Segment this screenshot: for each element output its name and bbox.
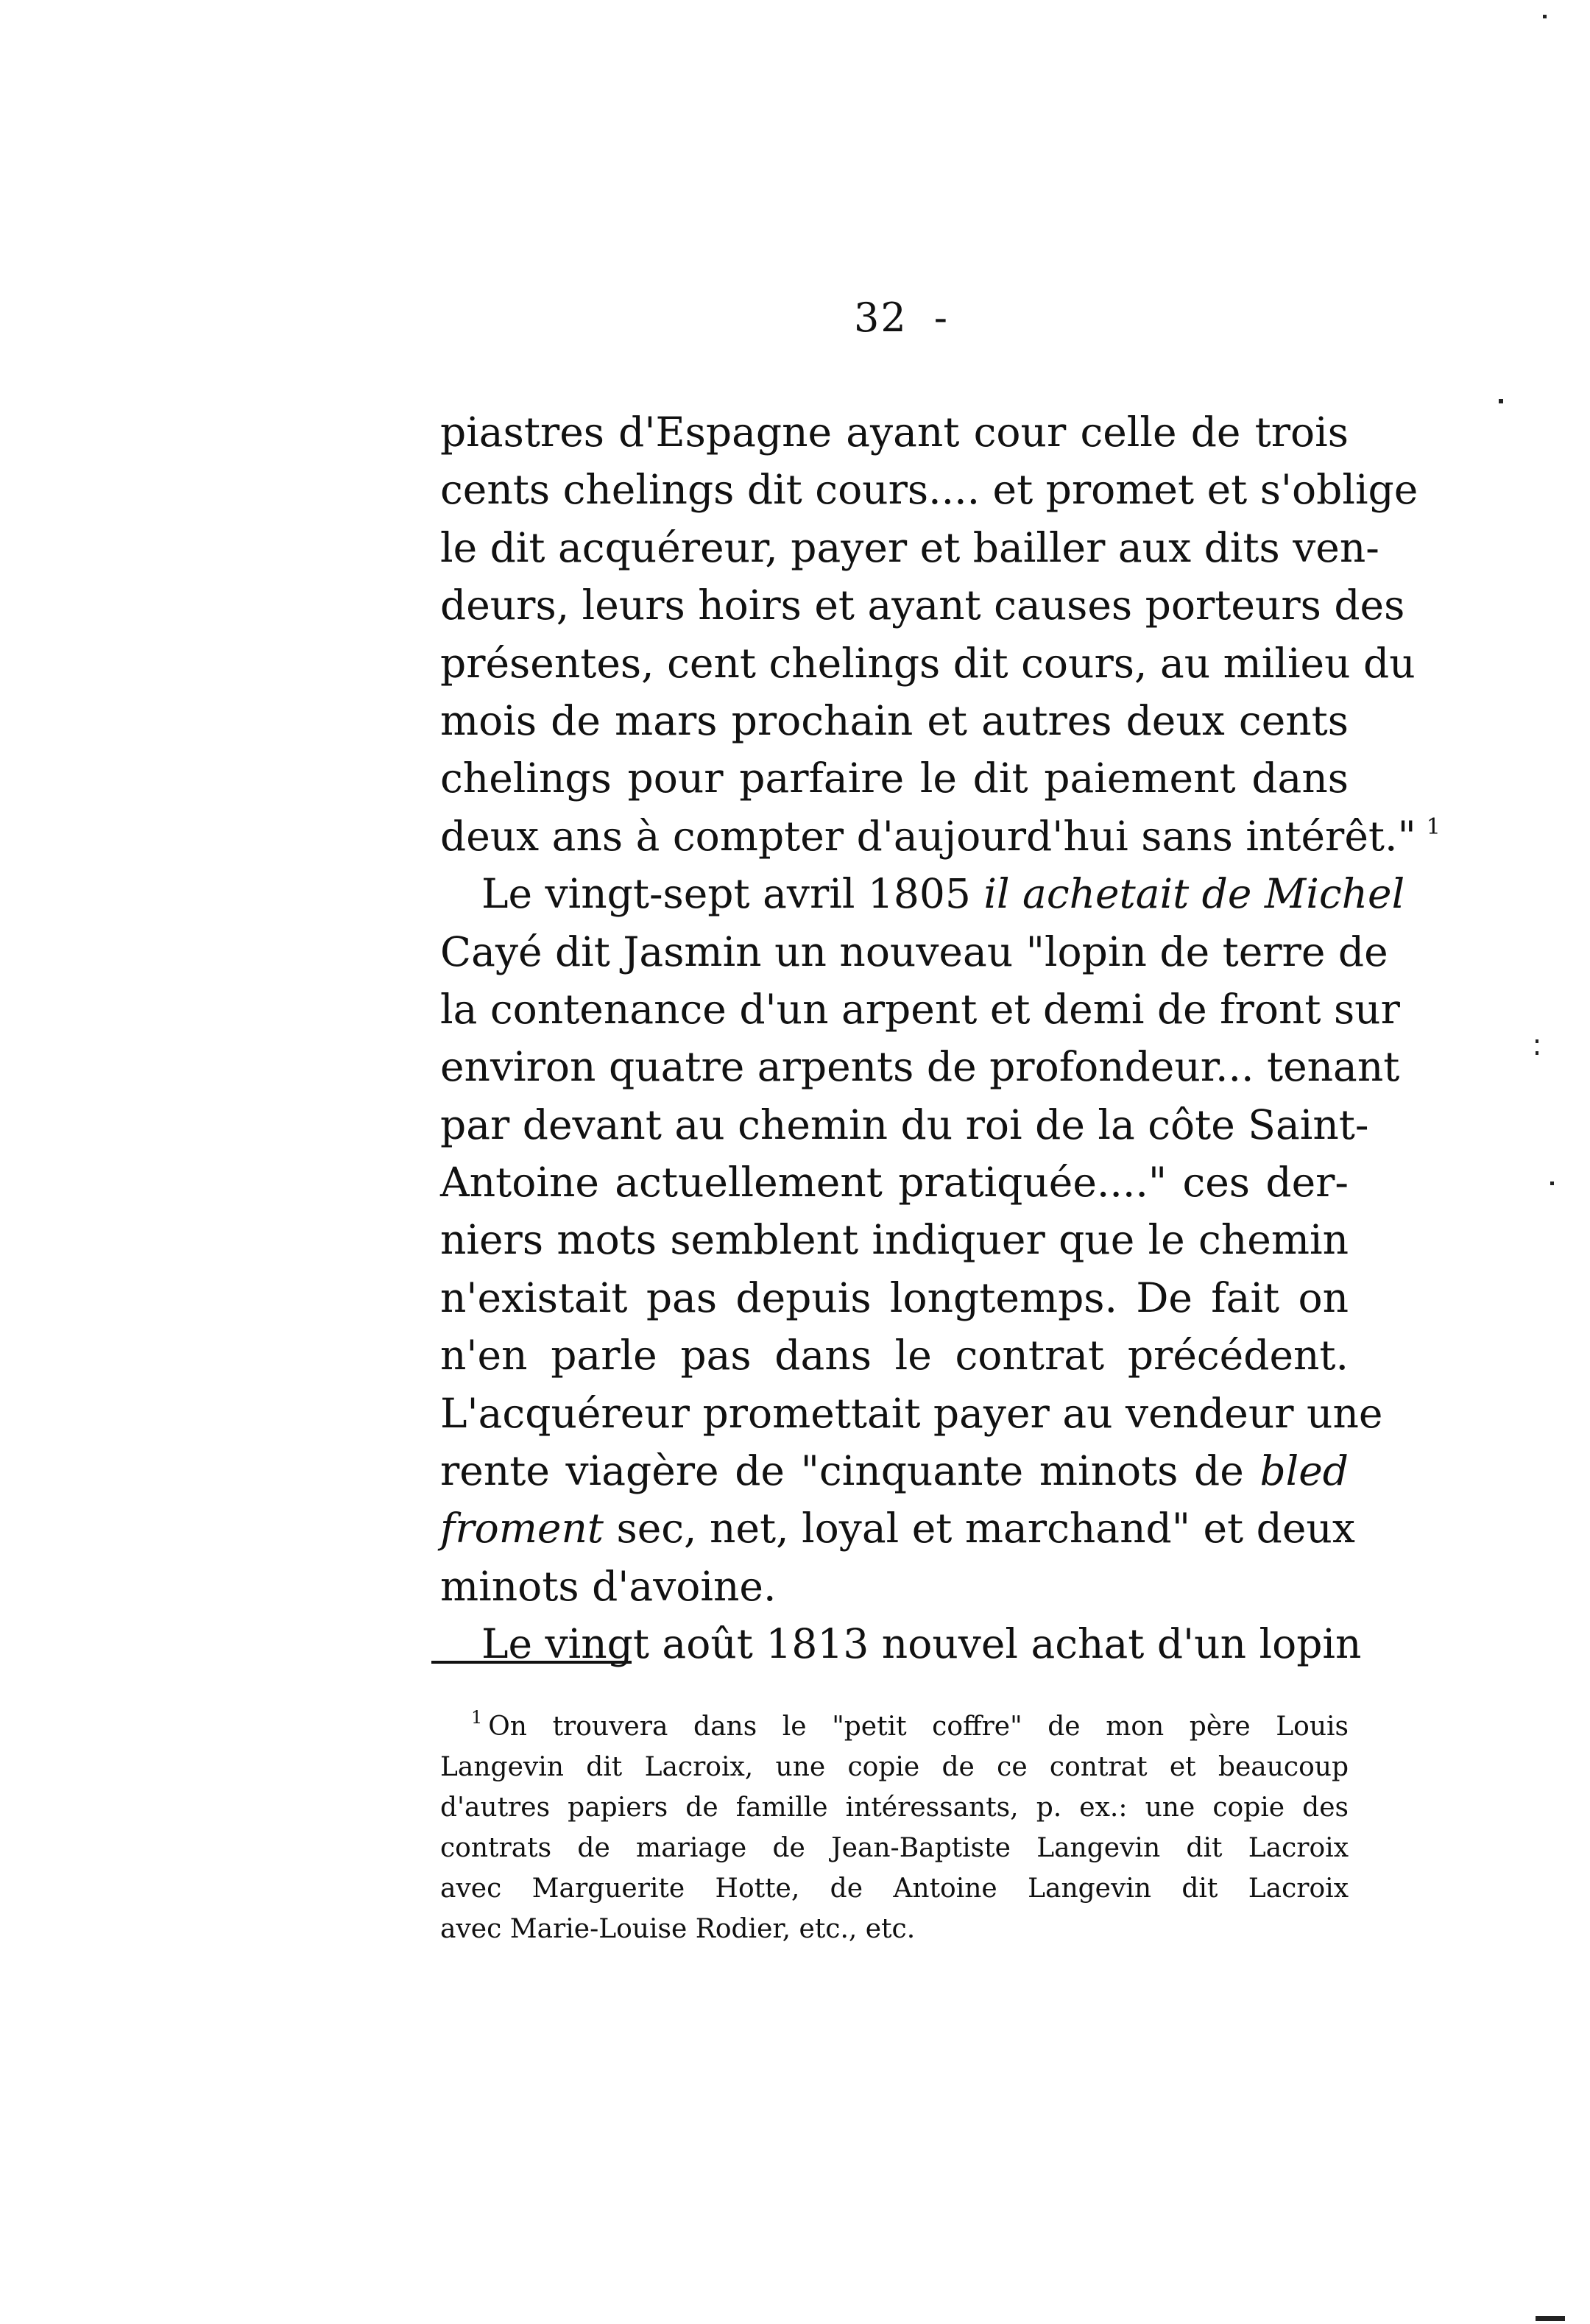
body-line: niers mots semblent indiquer que le chemin bbox=[440, 1216, 1349, 1264]
scan-speck bbox=[1550, 1182, 1554, 1185]
body-line: minots d'avoine. bbox=[440, 1562, 777, 1610]
italic-text: bled bbox=[1259, 1447, 1349, 1495]
page-number bbox=[854, 294, 949, 341]
body-text bbox=[440, 403, 1441, 1673]
italic-text: il achetait de Michel bbox=[983, 870, 1405, 918]
body-line-with-footnote-ref bbox=[440, 808, 1441, 865]
body-line-mixed-italic bbox=[440, 1500, 1355, 1557]
roman-text: Le vingt-sept avril 1805 bbox=[481, 870, 971, 918]
body-line: deurs, leurs hoirs et ayant causes porteurs des bbox=[440, 582, 1405, 629]
body-line: n'existait pas depuis longtemps. De fait on bbox=[440, 1274, 1349, 1321]
body-line: présentes, cent chelings dit cours, au milieu du bbox=[440, 639, 1416, 687]
page-number-value: 32 bbox=[854, 294, 908, 341]
roman-text: sec, net, loyal et marchand" et deux bbox=[616, 1505, 1355, 1553]
body-line: mois de mars prochain et autres deux cents bbox=[440, 696, 1349, 744]
body-line: Antoine actuellement pratiquée...." ces der- bbox=[440, 1159, 1349, 1207]
body-line: Cayé dit Jasmin un nouveau "lopin de terre de bbox=[440, 928, 1388, 975]
body-line: le dit acquéreur, payer et bailler aux dits ven- bbox=[440, 523, 1379, 571]
footnote-line: contrats de mariage de Jean-Baptiste Langevin dit Lacroix bbox=[440, 1833, 1349, 1863]
body-line-text: deux ans à compter d'aujourd'hui sans intérêt." bbox=[440, 812, 1416, 860]
body-line: par devant au chemin du roi de la côte Saint- bbox=[440, 1101, 1369, 1148]
body-line: piastres d'Espagne ayant cour celle de trois bbox=[440, 409, 1349, 456]
body-line-mixed-italic bbox=[440, 1442, 1349, 1500]
roman-text: rente viagère de "cinquante minots de bbox=[440, 1447, 1244, 1495]
scan-speck bbox=[1536, 1039, 1538, 1043]
scan-speck bbox=[1499, 399, 1503, 403]
body-line: cents chelings dit cours.... et promet et s'oblige bbox=[440, 466, 1418, 514]
footnote-line-text: On trouvera dans le "petit coffre" de mon père Louis bbox=[488, 1712, 1349, 1742]
footnote-reference: 1 bbox=[1426, 813, 1441, 840]
footnote-line bbox=[440, 1706, 1349, 1747]
body-line: chelings pour parfaire le dit paiement dans bbox=[440, 755, 1349, 802]
scan-speck bbox=[1543, 15, 1547, 18]
page-number-dash: - bbox=[933, 294, 949, 341]
body-line: L'acquéreur promettait payer au vendeur une bbox=[440, 1389, 1383, 1437]
footnote bbox=[440, 1706, 1349, 1949]
body-line: la contenance d'un arpent et demi de front sur bbox=[440, 985, 1400, 1033]
scan-speck bbox=[1536, 1051, 1538, 1055]
italic-text: froment bbox=[440, 1505, 604, 1553]
body-line-mixed-italic bbox=[440, 865, 1405, 922]
footnote-divider bbox=[431, 1661, 632, 1664]
footnote-line: avec Marguerite Hotte, de Antoine Langevin dit Lacroix bbox=[440, 1873, 1349, 1904]
body-line: n'en parle pas dans le contrat précédent. bbox=[440, 1332, 1349, 1380]
footnote-line: d'autres papiers de famille intéressants, p. ex.: une copie des bbox=[440, 1793, 1349, 1823]
scan-speck bbox=[1536, 2316, 1565, 2321]
footnote-marker: 1 bbox=[471, 1707, 483, 1728]
body-line: environ quatre arpents de profondeur... tenant bbox=[440, 1043, 1400, 1091]
footnote-line: Langevin dit Lacroix, une copie de ce contrat et beaucoup bbox=[440, 1752, 1349, 1782]
body-line: Le vingt août 1813 nouvel achat d'un lopin bbox=[481, 1620, 1362, 1668]
footnote-line: avec Marie-Louise Rodier, etc., etc. bbox=[440, 1914, 916, 1944]
